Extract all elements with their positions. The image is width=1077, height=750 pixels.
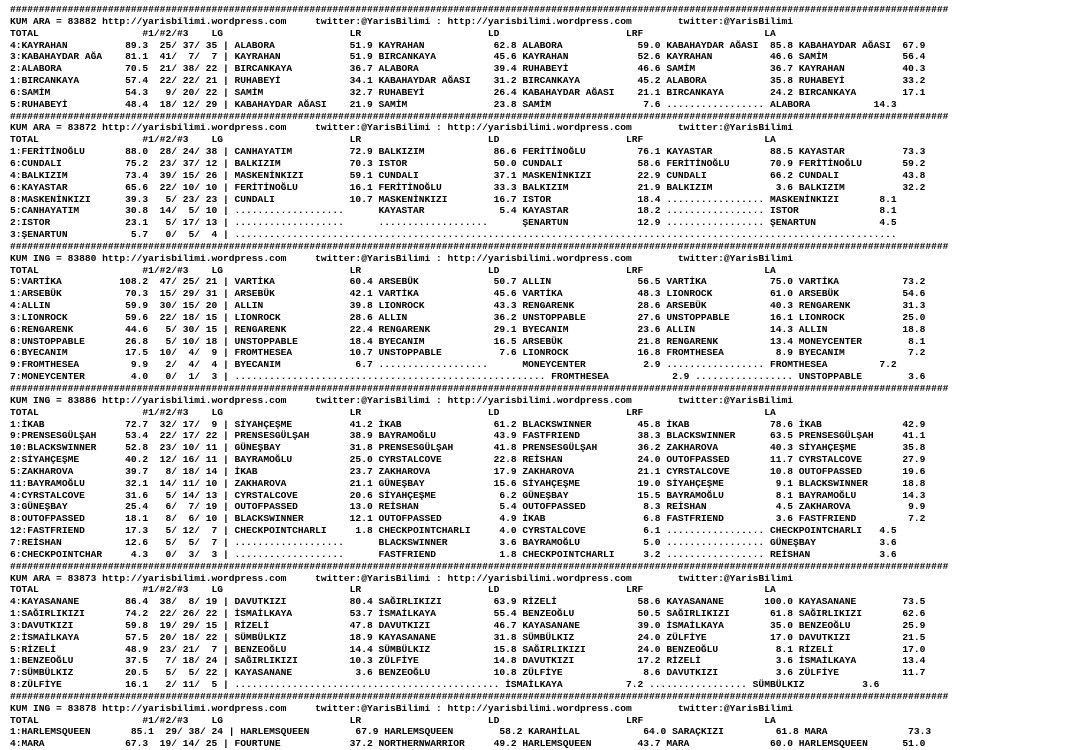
- table-row: 2:İSMAİLKAYA 57.5 20/ 18/ 22 | SÜMBÜLKIZ 18.9 KAYASANANE 31.8 SÜMBÜLKIZ 24.0 ZÜLFİYE 17.0 DAVUTKIZI 21.5: [10, 631, 926, 643]
- section-separator: ###################################################################################################################################################################: [10, 560, 949, 572]
- table-row: 5:CANHAYATIM 30.8 14/ 5/ 10 | ................... KAYASTAR 5.4 KAYASTAR 18.2 ................. ISTOR 8.1: [10, 205, 897, 217]
- race-stats-document: [10, 4, 1075, 750]
- table-row: 5:VARTİKA 108.2 47/ 25/ 21 | VARTİKA 60.4 ARSEBÜK 50.7 ALLIN 56.5 VARTİKA 75.0 VARTİKA 73.2: [10, 276, 926, 288]
- column-header-row: TOTAL #1/#2/#3 LG LR LD LRF LA: [10, 714, 776, 726]
- table-row: 6:BYECANIM 17.5 10/ 4/ 9 | FROMTHESEA 10.7 UNSTOPPABLE 7.6 LIONROCK 16.8 FROMTHESEA 8.9 BYECANIM 7.2: [10, 347, 926, 359]
- table-row: 3:KABAHAYDAR AĞA 81.1 41/ 7/ 7 | KAYRAHAN 51.9 BIRCANKAYA 45.6 KAYRAHAN 52.6 KAYRAHAN 46.6 SAMİM 56.4: [10, 51, 926, 63]
- table-row: 1:İKAB 72.7 32/ 17/ 9 | SİYAHÇEŞME 41.2 İKAB 61.2 BLACKSWINNER 45.8 İKAB 78.6 İKAB 42.9: [10, 418, 926, 430]
- table-row: 7:SÜMBÜLKIZ 20.5 5/ 5/ 22 | KAYASANANE 3.6 BENZEOĞLU 10.8 ZÜLFİYE 8.6 DAVUTKIZI 3.6 ZÜLFİYE 11.7: [10, 667, 926, 679]
- table-row: 10:BLACKSWINNER 52.8 23/ 10/ 11 | GÜNEŞBAY 31.8 PRENSESGÜLŞAH 41.8 PRENSESGÜLŞAH 36.2 ZAKHAROVA 40.3 SİYAHÇEŞME 35.8: [10, 442, 926, 454]
- table-row: 3:GÜNEŞBAY 25.4 6/ 7/ 19 | OUTOFPASSED 13.0 REİSHAN 5.4 OUTOFPASSED 8.3 REİSHAN 4.5 ZAKHAROVA 9.9: [10, 501, 926, 513]
- section-header: KUM ING = 83886 http://yarisbilimi.wordpress.com twitter:@YarisBilimi : http://yarisbilimi.wordpress.com twitter:@YarisBilimi: [10, 394, 793, 406]
- column-header-row: TOTAL #1/#2/#3 LG LR LD LRF LA: [10, 27, 776, 39]
- table-row: 3:DAVUTKIZI 59.8 19/ 29/ 15 | RİZELİ 47.8 DAVUTKIZI 46.7 KAYASANANE 39.0 İSMAİLKAYA 35.0 BENZEOĞLU 25.9: [10, 619, 926, 631]
- column-header-row: TOTAL #1/#2/#3 LG LR LD LRF LA: [10, 264, 776, 276]
- table-row: 11:BAYRAMOĞLU 32.1 14/ 11/ 10 | ZAKHAROVA 21.1 GÜNEŞBAY 15.6 SİYAHÇEŞME 19.0 SİYAHÇEŞME 9.1 BLACKSWINNER 18.8: [10, 477, 926, 489]
- table-row: 7:MONEYCENTER 4.0 0/ 1/ 3 | ...................................................... FROMTHESEA 2.9 ................. UNSTOPPABLE 3.6: [10, 371, 926, 383]
- table-row: 5:RUHABEYİ 48.4 18/ 12/ 29 | KABAHAYDAR AĞASI 21.9 SAMİM 23.8 SAMİM 7.6 ................. ALABORA 14.3: [10, 98, 897, 110]
- table-row: 3:ŞENARTUN 5.7 0/ 5/ 4 | ...................................................................................................................: [10, 229, 897, 241]
- section-separator: ###################################################################################################################################################################: [10, 110, 949, 122]
- table-row: 4:CYRSTALCOVE 31.6 5/ 14/ 13 | CYRSTALCOVE 20.6 SİYAHÇEŞME 6.2 GÜNEŞBAY 15.5 BAYRAMOĞLU 8.1 BAYRAMOĞLU 14.3: [10, 489, 926, 501]
- table-row: 6:SAMİM 54.3 9/ 20/ 22 | SAMİM 32.7 RUHABEYİ 26.4 KABAHAYDAR AĞASI 21.1 BIRCANKAYA 24.2 BIRCANKAYA 17.1: [10, 86, 926, 98]
- table-row: 8:MASKENİNKIZI 39.3 5/ 23/ 23 | CUNDALI 10.7 MASKENİNKIZI 16.7 ISTOR 18.4 ................. MASKENİNKIZI 8.1: [10, 193, 897, 205]
- table-row: 4:BALKIZIM 73.4 39/ 15/ 26 | MASKENİNKIZI 59.1 CUNDALI 37.1 MASKENİNKIZI 22.9 CUNDALI 66.2 CUNDALI 43.8: [10, 169, 926, 181]
- table-row: 6:KAYASTAR 65.6 22/ 10/ 10 | FERİTİNOĞLU 16.1 FERİTİNOĞLU 33.3 BALKIZIM 21.9 BALKIZIM 3.6 BALKIZIM 32.2: [10, 181, 926, 193]
- table-row: 8:UNSTOPPABLE 26.8 5/ 10/ 18 | UNSTOPPABLE 18.4 BYECANIM 16.5 ARSEBÜK 21.8 RENGARENK 13.4 MONEYCENTER 8.1: [10, 335, 926, 347]
- section-separator: ###################################################################################################################################################################: [10, 4, 949, 15]
- section-separator: ###################################################################################################################################################################: [10, 240, 949, 252]
- table-row: 8:ZÜLFİYE 16.1 2/ 11/ 5 | .............................................. İSMAİLKAYA 7.2 ................. SÜMBÜLKIZ 3.6: [10, 679, 880, 691]
- table-row: 2:ALABORA 70.5 21/ 38/ 22 | BIRCANKAYA 36.7 ALABORA 39.4 RUHABEYİ 46.6 SAMİM 36.7 KAYRAHAN 40.3: [10, 63, 926, 75]
- section-header: KUM ARA = 83882 http://yarisbilimi.wordpress.com twitter:@YarisBilimi : http://yarisbilimi.wordpress.com twitter:@YarisBilimi: [10, 15, 793, 27]
- table-row: 5:RİZELİ 48.9 23/ 21/ 7 | BENZEOĞLU 14.4 SÜMBÜLKIZ 15.8 SAĞIRLIKIZI 24.0 BENZEOĞLU 8.1 RİZELİ 17.0: [10, 643, 926, 655]
- table-row: 9:PRENSESGÜLŞAH 53.4 22/ 17/ 22 | PRENSESGÜLŞAH 38.9 BAYRAMOĞLU 43.9 FASTFRIEND 38.3 BLACKSWINNER 63.5 PRENSESGÜLŞAH 41.1: [10, 430, 926, 442]
- table-row: 6:CHECKPOINTCHAR 4.3 0/ 3/ 3 | ................... FASTFRIEND 1.8 CHECKPOINTCHARLI 3.2 ................. REİSHAN 3.6: [10, 548, 897, 560]
- table-row: 1:BIRCANKAYA 57.4 22/ 22/ 21 | RUHABEYİ 34.1 KABAHAYDAR AĞASI 31.2 BIRCANKAYA 45.2 ALABORA 35.8 RUHABEYİ 33.2: [10, 75, 926, 87]
- table-row: 3:LIONROCK 59.6 22/ 18/ 15 | LIONROCK 28.6 ALLIN 36.2 UNSTOPPABLE 27.6 UNSTOPPABLE 16.1 LIONROCK 25.0: [10, 311, 926, 323]
- table-row: 2:ISTOR 23.1 5/ 17/ 13 | ................... ................... ŞENARTUN 12.9 ................. ŞENARTUN 4.5: [10, 217, 897, 229]
- table-row: 9:FROMTHESEA 9.9 2/ 4/ 4 | BYECANIM 6.7 ................... MONEYCENTER 2.9 ................. FROMTHESEA 7.2: [10, 359, 897, 371]
- table-row: 6:CUNDALI 75.2 23/ 37/ 12 | BALKIZIM 70.3 ISTOR 50.0 CUNDALI 58.6 FERİTİNOĞLU 70.9 FERİTİNOĞLU 59.2: [10, 157, 926, 169]
- table-row: 12:FASTFRIEND 17.3 5/ 12/ 7 | CHECKPOINTCHARLI 1.8 CHECKPOINTCHARLI 4.0 CYRSTALCOVE 6.1 ................. CHECKPOINTCHARLI 4.5: [10, 525, 897, 537]
- column-header-row: TOTAL #1/#2/#3 LG LR LD LRF LA: [10, 406, 776, 418]
- section-header: KUM ARA = 83873 http://yarisbilimi.wordpress.com twitter:@YarisBilimi : http://yarisbilimi.wordpress.com twitter:@YarisBilimi: [10, 572, 793, 584]
- section-header: KUM ING = 83878 http://yarisbilimi.wordpress.com twitter:@YarisBilimi : http://yarisbilimi.wordpress.com twitter:@YarisBilimi: [10, 702, 793, 714]
- section-header: KUM ING = 83880 http://yarisbilimi.wordpress.com twitter:@YarisBilimi : http://yarisbilimi.wordpress.com twitter:@YarisBilimi: [10, 252, 793, 264]
- table-row: 1:FERİTİNOĞLU 88.0 28/ 24/ 38 | CANHAYATIM 72.9 BALKIZIM 86.6 FERİTİNOĞLU 76.1 KAYASTAR 88.5 KAYASTAR 73.3: [10, 146, 926, 158]
- table-row: 1:BENZEOĞLU 37.5 7/ 18/ 24 | SAĞIRLIKIZI 10.3 ZÜLFİYE 14.8 DAVUTKIZI 17.2 RİZELİ 3.6 İSMAİLKAYA 13.4: [10, 655, 926, 667]
- table-row: 4:ALLIN 59.9 30/ 15/ 20 | ALLIN 39.8 LIONROCK 43.3 RENGARENK 28.6 ARSEBÜK 40.3 RENGARENK 31.3: [10, 300, 926, 312]
- section-header: KUM ARA = 83872 http://yarisbilimi.wordpress.com twitter:@YarisBilimi : http://yarisbilimi.wordpress.com twitter:@YarisBilimi: [10, 122, 793, 134]
- table-row: 6:RENGARENK 44.6 5/ 30/ 15 | RENGARENK 22.4 RENGARENK 29.1 BYECANIM 23.6 ALLIN 14.3 ALLIN 18.8: [10, 323, 926, 335]
- column-header-row: TOTAL #1/#2/#3 LG LR LD LRF LA: [10, 134, 776, 146]
- table-row: 1:HARLEMSQUEEN 85.1 29/ 38/ 24 | HARLEMSQUEEN 67.9 HARLEMSQUEEN 58.2 KARAHİLAL 64.0 SARAÇKIZI 61.8 MARA 73.3: [10, 726, 932, 738]
- table-row: 1:SAĞIRLIKIZI 74.2 22/ 26/ 22 | İSMAİLKAYA 53.7 İSMAİLKAYA 55.4 BENZEOĞLU 50.5 SAĞIRLIKIZI 61.8 SAĞIRLIKIZI 62.6: [10, 608, 926, 620]
- table-row: 7:REİSHAN 12.6 5/ 5/ 7 | ................... BLACKSWINNER 3.6 BAYRAMOĞLU 5.0 ................. GÜNEŞBAY 3.6: [10, 536, 897, 548]
- table-row: 1:ARSEBÜK 70.3 15/ 29/ 31 | ARSEBÜK 42.1 VARTİKA 45.6 VARTİKA 48.3 LIONROCK 61.0 ARSEBÜK 54.6: [10, 288, 926, 300]
- section-separator: ###################################################################################################################################################################: [10, 690, 949, 702]
- table-row: 2:SİYAHÇEŞME 40.2 12/ 16/ 11 | BAYRAMOĞLU 25.0 CYRSTALCOVE 22.8 REİSHAN 24.0 OUTOFPASSED 11.7 CYRSTALCOVE 27.9: [10, 454, 926, 466]
- table-row: 4:KAYASANANE 86.4 38/ 8/ 19 | DAVUTKIZI 80.4 SAĞIRLIKIZI 63.9 RİZELİ 58.6 KAYASANANE 100.0 KAYASANANE 73.5: [10, 596, 926, 608]
- table-row: 4:KAYRAHAN 89.3 25/ 37/ 35 | ALABORA 51.9 KAYRAHAN 62.8 ALABORA 59.0 KABAHAYDAR AĞASI 85.8 KABAHAYDAR AĞASI 67.9: [10, 39, 926, 51]
- table-row: 5:ZAKHAROVA 39.7 8/ 18/ 14 | İKAB 23.7 ZAKHAROVA 17.9 ZAKHAROVA 21.1 CYRSTALCOVE 10.8 OUTOFPASSED 19.6: [10, 465, 926, 477]
- table-row: 4:MARA 67.3 19/ 14/ 25 | FOURTUNE 37.2 NORTHERNWARRIOR 49.2 HARLEMSQUEEN 43.7 MARA 60.0 HARLEMSQUEEN 51.0: [10, 738, 926, 750]
- column-header-row: TOTAL #1/#2/#3 LG LR LD LRF LA: [10, 584, 776, 596]
- table-row: 8:OUTOFPASSED 18.1 8/ 6/ 10 | BLACKSWINNER 12.1 OUTOFPASSED 4.9 İKAB 6.8 FASTFRIEND 3.6 FASTFRIEND 7.2: [10, 513, 926, 525]
- section-separator: ###################################################################################################################################################################: [10, 383, 949, 394]
